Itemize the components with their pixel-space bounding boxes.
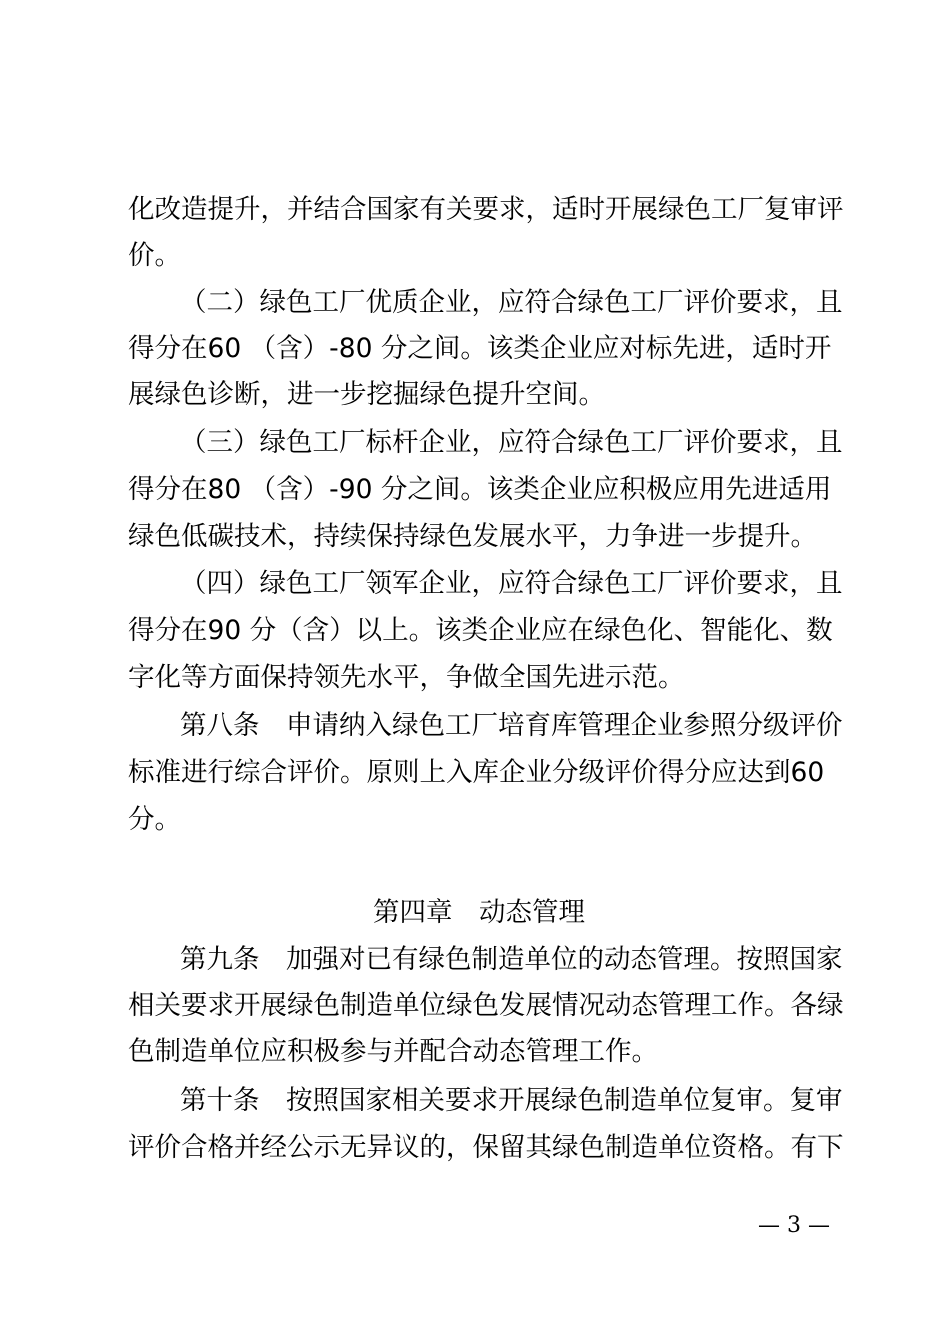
article-first-line: 第九条 加强对已有绿色制造单位的动态管理。按照国家 (180, 944, 843, 975)
article-first-line: 第八条 申请纳入绿色工厂培育库管理企业参照分级评价 (180, 710, 843, 741)
text-line: 标准进行综合评价。原则上入库企业分级评价得分应达到60 (128, 757, 825, 788)
page-number: — 3 — (758, 1213, 830, 1238)
chapter-heading: 第四章 动态管理 (373, 897, 585, 928)
text-line: 色制造单位应积极参与并配合动态管理工作。 (128, 1036, 658, 1067)
text-line: 分。 (128, 804, 181, 835)
paragraph-first-line: （二）绿色工厂优质企业，应符合绿色工厂评价要求，且 (180, 287, 843, 318)
text-line: 相关要求开展绿色制造单位绿色发展情况动态管理工作。各绿 (128, 990, 844, 1021)
text-line: 字化等方面保持领先水平，争做全国先进示范。 (128, 662, 685, 693)
text-line: 得分在80 （含）-90 分之间。该类企业应积极应用先进适用 (128, 474, 832, 505)
text-line: 得分在90 分（含）以上。该类企业应在绿色化、智能化、数 (128, 615, 833, 646)
text-line: 展绿色诊断，进一步挖掘绿色提升空间。 (128, 379, 605, 410)
text-line: 得分在60 （含）-80 分之间。该类企业应对标先进，适时开 (128, 333, 832, 364)
text-line: 评价合格并经公示无异议的，保留其绿色制造单位资格。有下 (128, 1132, 844, 1163)
text-line: 价。 (128, 240, 181, 271)
text-line: 绿色低碳技术，持续保持绿色发展水平，力争进一步提升。 (128, 521, 817, 552)
paragraph-first-line: （四）绿色工厂领军企业，应符合绿色工厂评价要求，且 (180, 568, 843, 599)
paragraph-first-line: （三）绿色工厂标杆企业，应符合绿色工厂评价要求，且 (180, 427, 843, 458)
text-line: 化改造提升，并结合国家有关要求，适时开展绿色工厂复审评 (128, 194, 844, 225)
article-first-line: 第十条 按照国家相关要求开展绿色制造单位复审。复审 (180, 1085, 843, 1116)
